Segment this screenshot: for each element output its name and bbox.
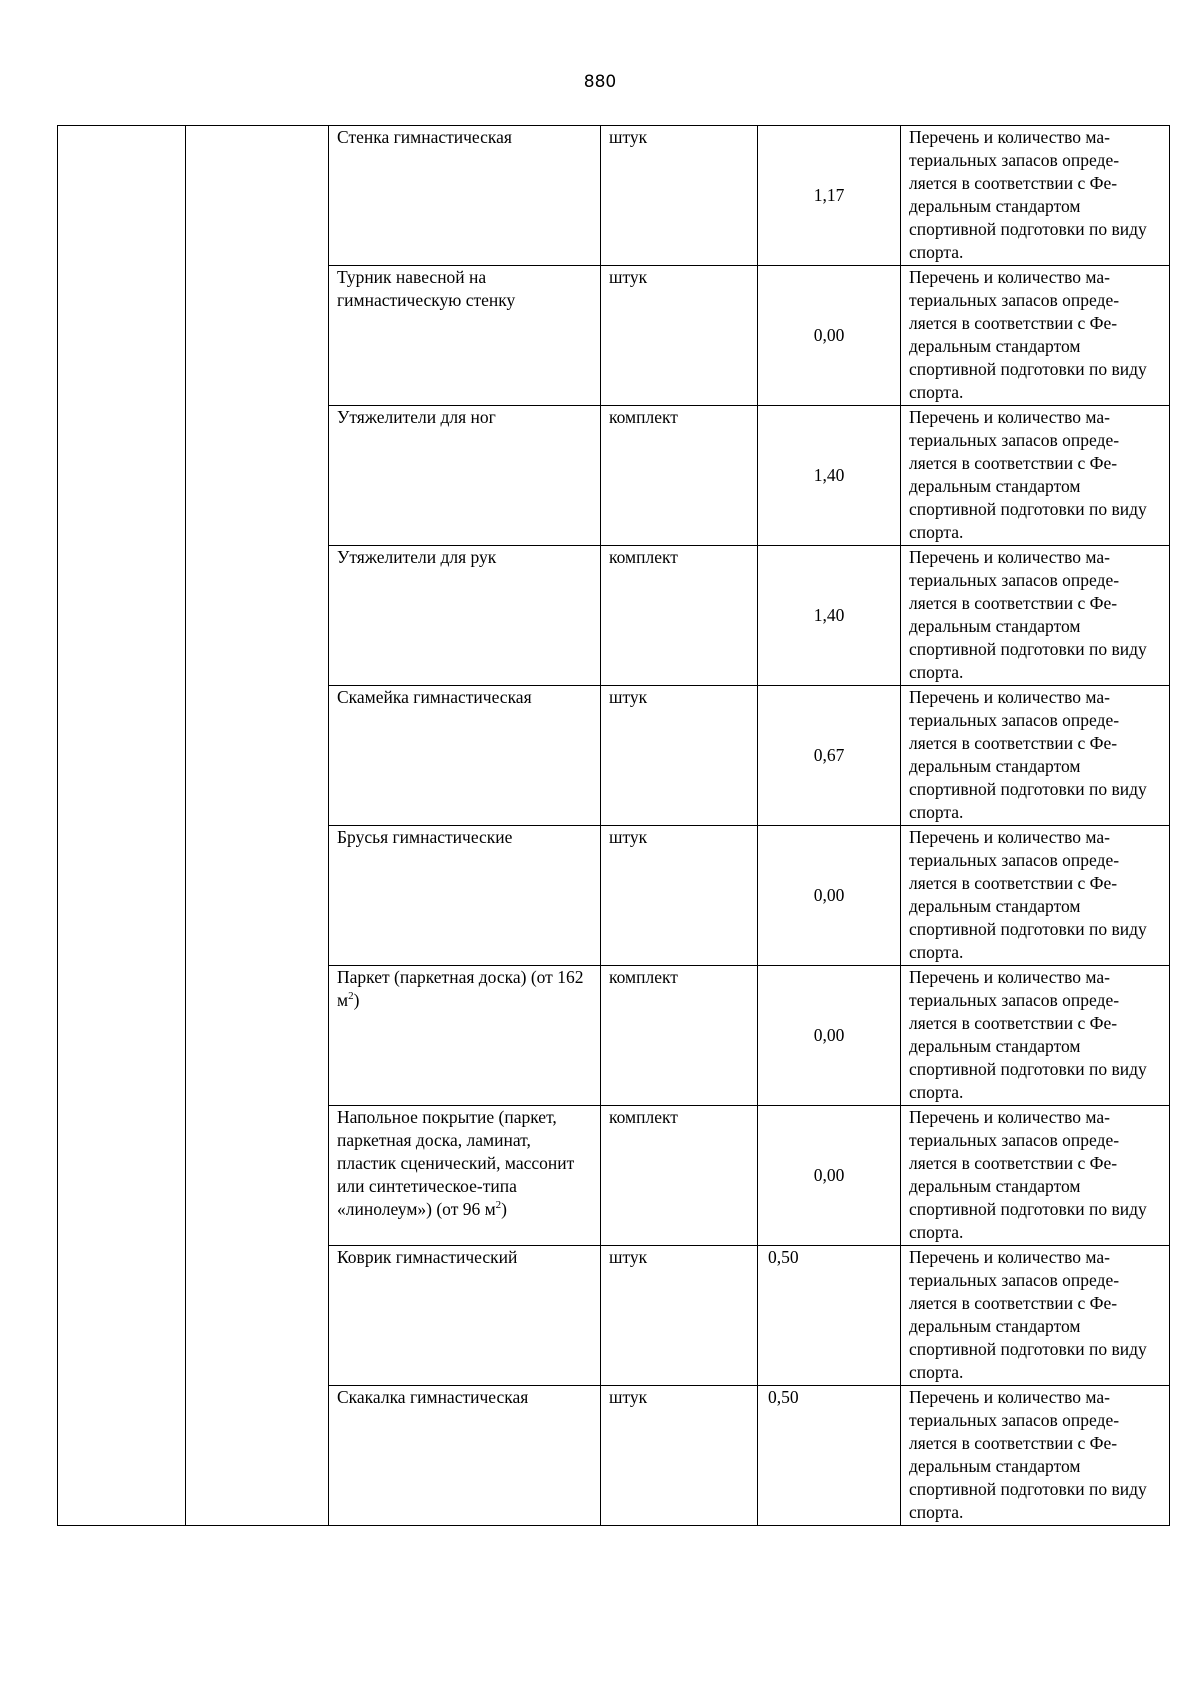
superscript-2: 2 bbox=[348, 990, 354, 1003]
item-name-end: ) bbox=[501, 1199, 507, 1219]
item-note: Перечень и количество ма-териальных запасов опреде-ляется в соответствии с Фе-деральным стандартом спортивной подготовки по виду спорта. bbox=[901, 266, 1170, 406]
item-name: Стенка гимнастическая bbox=[329, 126, 601, 266]
item-unit: штук bbox=[601, 1246, 758, 1386]
item-note: Перечень и количество ма-териальных запасов опреде-ляется в соответствии с Фе-деральным стандартом спортивной подготовки по виду спорта. bbox=[901, 126, 1170, 266]
item-unit: комплект bbox=[601, 406, 758, 546]
item-unit: комплект bbox=[601, 546, 758, 686]
item-quantity: 1,40 bbox=[758, 406, 901, 546]
item-quantity: 0,50 bbox=[758, 1386, 901, 1526]
item-name bbox=[329, 1106, 601, 1246]
superscript-2: 2 bbox=[495, 1199, 502, 1212]
item-unit: комплект bbox=[601, 966, 758, 1106]
page-number: 880 bbox=[583, 72, 617, 92]
item-name bbox=[329, 966, 601, 1106]
item-name-end: ) bbox=[353, 990, 360, 1010]
item-quantity: 0,00 bbox=[758, 966, 901, 1106]
item-name: Утяжелители для рук bbox=[329, 546, 601, 686]
blank-cell-2 bbox=[186, 126, 329, 1526]
item-note: Перечень и количество ма-териальных запасов опреде-ляется в соответствии с Фе-деральным стандартом спортивной подготовки по виду спорта. bbox=[901, 1386, 1170, 1526]
item-unit: штук bbox=[601, 686, 758, 826]
item-name: Скакалка гимнастическая bbox=[329, 1386, 601, 1526]
item-note: Перечень и количество ма-териальных запасов опреде-ляется в соответствии с Фе-деральным стандартом спортивной подготовки по виду спорта. bbox=[901, 1246, 1170, 1386]
item-unit: штук bbox=[601, 126, 758, 266]
item-unit: штук bbox=[601, 1386, 758, 1526]
item-name: Скамейка гимнастическая bbox=[329, 686, 601, 826]
item-quantity: 1,17 bbox=[758, 126, 901, 266]
item-quantity: 0,00 bbox=[758, 1106, 901, 1246]
item-quantity: 0,00 bbox=[758, 826, 901, 966]
table-row bbox=[58, 126, 1170, 266]
blank-cell-1 bbox=[58, 126, 186, 1526]
item-name: Турник навесной на гимнастическую стенку bbox=[329, 266, 601, 406]
item-note: Перечень и количество ма-териальных запасов опреде-ляется в соответствии с Фе-деральным стандартом спортивной подготовки по виду спорта. bbox=[901, 966, 1170, 1106]
item-note: Перечень и количество ма-териальных запасов опреде-ляется в соответствии с Фе-деральным стандартом спортивной подготовки по виду спорта. bbox=[901, 406, 1170, 546]
item-unit: штук bbox=[601, 826, 758, 966]
item-name: Утяжелители для ног bbox=[329, 406, 601, 546]
item-quantity: 0,00 bbox=[758, 266, 901, 406]
equipment-table bbox=[57, 125, 1170, 1526]
item-quantity: 1,40 bbox=[758, 546, 901, 686]
item-name-text: Напольное покрытие (паркет, паркетная доска, ламинат, пластик сценический, массонит или синтетическое-типа «линолеум») (от 96 м bbox=[337, 1107, 575, 1219]
item-quantity: 0,50 bbox=[758, 1246, 901, 1386]
item-unit: штук bbox=[601, 266, 758, 406]
item-name: Брусья гимнастические bbox=[329, 826, 601, 966]
item-name: Коврик гимнастический bbox=[329, 1246, 601, 1386]
item-quantity: 0,67 bbox=[758, 686, 901, 826]
item-unit: комплект bbox=[601, 1106, 758, 1246]
item-note: Перечень и количество ма-териальных запасов опреде-ляется в соответствии с Фе-деральным стандартом спортивной подготовки по виду спорта. bbox=[901, 546, 1170, 686]
item-note: Перечень и количество ма-териальных запасов опреде-ляется в соответствии с Фе-деральным стандартом спортивной подготовки по виду спорта. bbox=[901, 826, 1170, 966]
item-name-text: Паркет (паркетная доска) (от 162 м bbox=[337, 967, 584, 1010]
item-note: Перечень и количество ма-териальных запасов опреде-ляется в соответствии с Фе-деральным стандартом спортивной подготовки по виду спорта. bbox=[901, 686, 1170, 826]
item-note: Перечень и количество ма-териальных запасов опреде-ляется в соответствии с Фе-деральным стандартом спортивной подготовки по виду спорта. bbox=[901, 1106, 1170, 1246]
